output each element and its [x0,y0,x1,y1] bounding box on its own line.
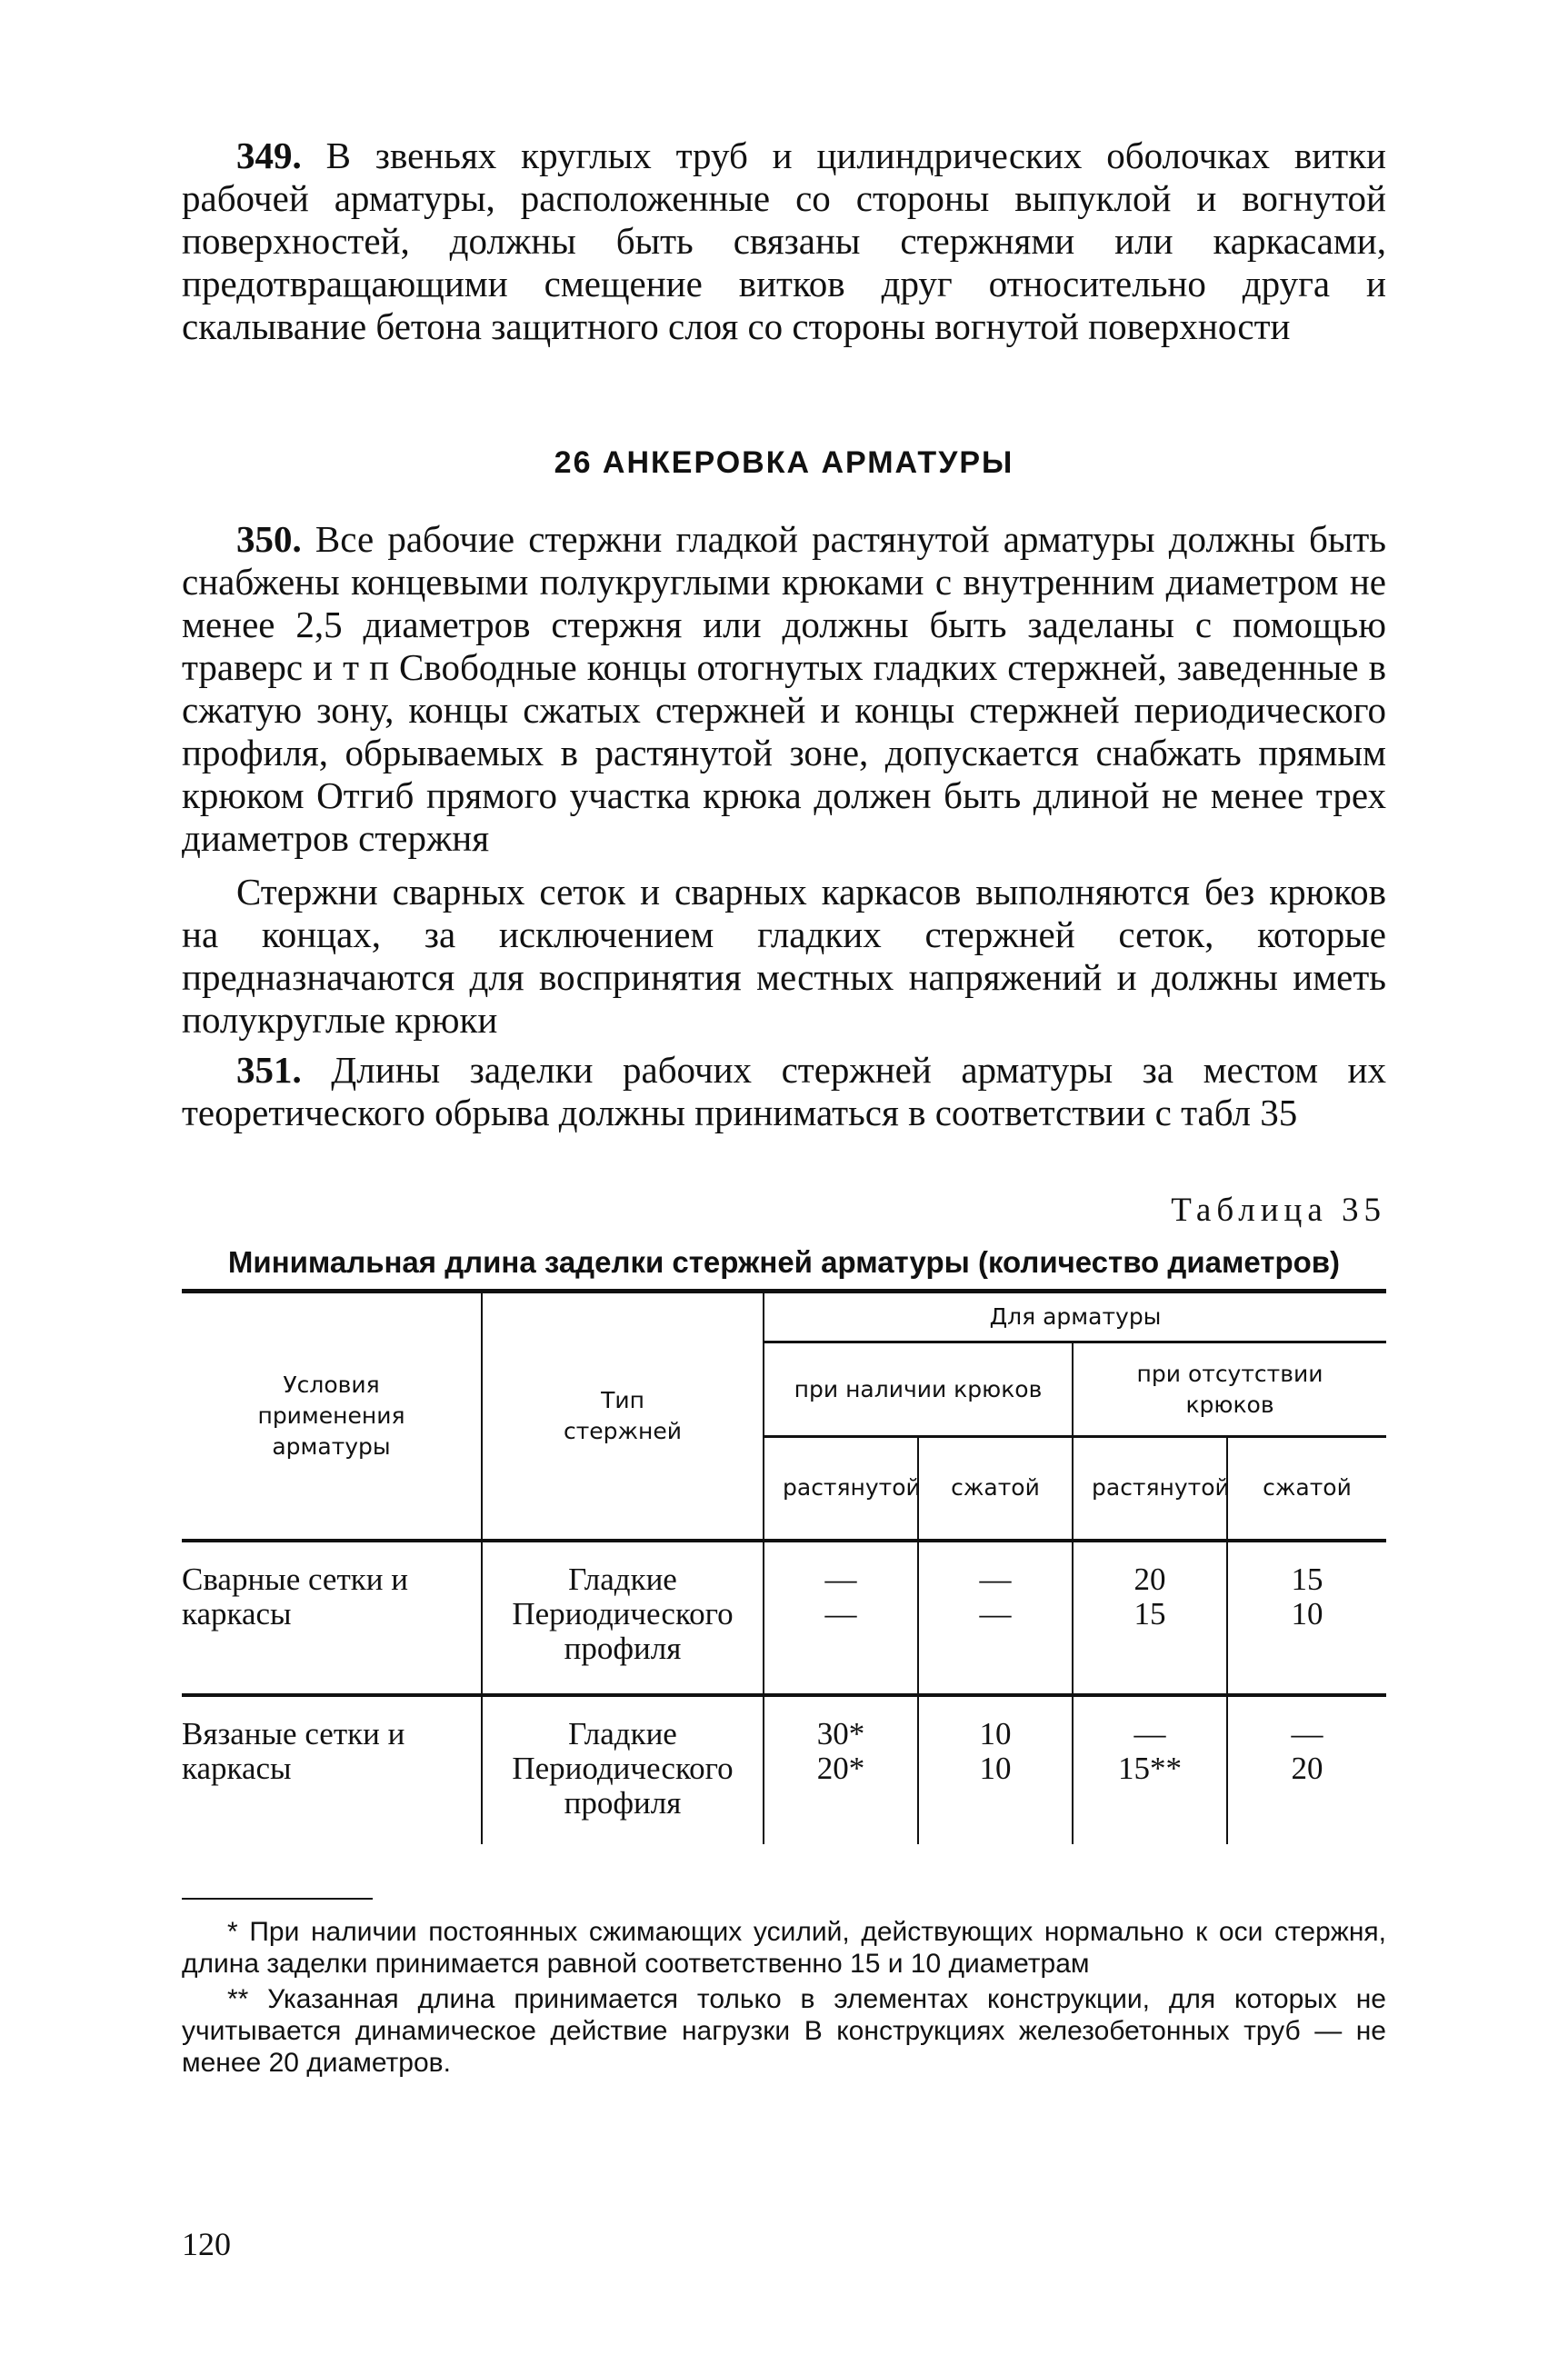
type-periodic: Периодического профиля [512,1750,734,1821]
paragraph-number: 349. [236,135,302,176]
value: 20* [816,1750,865,1786]
section-heading-block [182,445,1386,481]
value: — [824,1595,857,1632]
section-title: 26 АНКЕРОВКА АРМАТУРЫ [554,445,1014,480]
value: 15** [1118,1750,1182,1786]
row-type [482,1695,764,1844]
type-smooth: Гладкие [568,1715,677,1751]
footnote-1: * При наличии постоянных сжимающих усилий, действующих нормально к оси стержня, длина заделки принимается равной соответственно 15 и 10 диаметрам [182,1917,1386,1979]
value: — [979,1561,1012,1597]
table-label: Таблица 35 [1171,1192,1386,1229]
table-35-block [182,1289,1386,1844]
table-row-tied [182,1695,1386,1844]
value: 15 [1134,1595,1166,1632]
header-without-hooks: при отсутствии крюков [1073,1342,1386,1437]
paragraph-350-continuation: Стержни сварных сеток и сварных каркасов выполняются без крюков на концах, за исключением гладких стержней сеток, которые предназначаются для воспринятия местных напряжений и должны иметь полукруглые крюки [182,871,1386,1041]
table-header-row-1 [182,1292,1386,1342]
paragraph-350-block [182,518,1386,1134]
value: 20 [1291,1750,1323,1786]
footnote-rule [182,1898,373,1900]
value: 15 [1291,1561,1323,1597]
value: 10 [979,1715,1012,1751]
cell-hook-tensile [764,1541,918,1695]
value: — [824,1561,857,1597]
footnote-2: ** Указанная длина принимается только в элементах конструкции, для которых не учитывается динамическое действие нагрузки В конструкциях железобетонных труб — не менее 20 диаметров. [182,1984,1386,2078]
cell-nohook-compressed [1227,1695,1386,1844]
footnotes [182,1916,1386,2079]
row-type [482,1541,764,1695]
paragraph-text: В звеньях круглых труб и цилиндрических оболочках витки рабочей арматуры, расположенные со стороны выпуклой и вогнутой поверхностей, должны быть связаны стержнями или каркасами, предотвращающими смещение витков друг относительно друга и скалывание бетона защитного слоя со стороны вогнутой поверхности [182,135,1386,347]
page-number: 120 [182,2226,231,2262]
paragraph-text: Все рабочие стержни гладкой растянутой арматуры должны быть снабжены концевыми полукруглыми крюками с внутренним диаметром не менее 2,5 диаметров стержня или должны быть заделаны с помощью траверс и т п Свободные концы отогнутых гладких стержней, заведенные в сжатую зону, концы сжатых стержней и концы стержней периодического профиля, обрываемых в растянутой зоне, допускается снабжать прямым крюком Отгиб прямого участка крюка должен быть длиной не менее трех диаметров стержня [182,518,1386,859]
cell-hook-compressed [918,1541,1073,1695]
value: — [1134,1715,1166,1751]
paragraph-number: 350. [236,518,302,560]
table-label-block [182,1191,1386,1230]
table-caption-block [182,1245,1386,1280]
cell-nohook-tensile [1073,1695,1227,1844]
paragraph-350 [182,518,1386,860]
table-row-welded [182,1541,1386,1695]
value: 10 [979,1750,1012,1786]
cell-hook-compressed [918,1695,1073,1844]
value: 10 [1291,1595,1323,1632]
row-condition: Вязаные сетки и каркасы [182,1695,482,1844]
paragraph-349 [182,135,1386,348]
paragraph-351 [182,1049,1386,1134]
paragraph-number: 351. [236,1049,302,1091]
table-35 [182,1289,1386,1844]
cell-nohook-compressed [1227,1541,1386,1695]
table-caption: Минимальная длина заделки стержней арматуры (количество диаметров) [227,1245,1341,1279]
header-hook-compressed: сжатой [918,1437,1073,1541]
cell-hook-tensile [764,1695,918,1844]
value: — [1291,1715,1323,1751]
header-nohook-tensile: растянутой [1073,1437,1227,1541]
page-number-block [182,2225,1386,2263]
header-conditions: Условия применения арматуры [182,1292,482,1541]
cell-nohook-tensile [1073,1541,1227,1695]
value: 20 [1134,1561,1166,1597]
paragraph-text: Длины заделки рабочих стержней арматуры за местом их теоретического обрыва должны приниматься в соответствии с табл 35 [182,1049,1386,1133]
header-type: Тип стержней [482,1292,764,1541]
header-hook-tensile: растянутой [764,1437,918,1541]
paragraph-349-block [182,135,1386,348]
header-with-hooks: при наличии крюков [764,1342,1073,1437]
header-for-rebar: Для арматуры [764,1292,1386,1342]
value: 30* [816,1715,865,1751]
type-smooth: Гладкие [568,1561,677,1597]
header-nohook-compressed: сжатой [1227,1437,1386,1541]
value: — [979,1595,1012,1632]
row-condition: Сварные сетки и каркасы [182,1541,482,1695]
type-periodic: Периодического профиля [512,1595,734,1666]
